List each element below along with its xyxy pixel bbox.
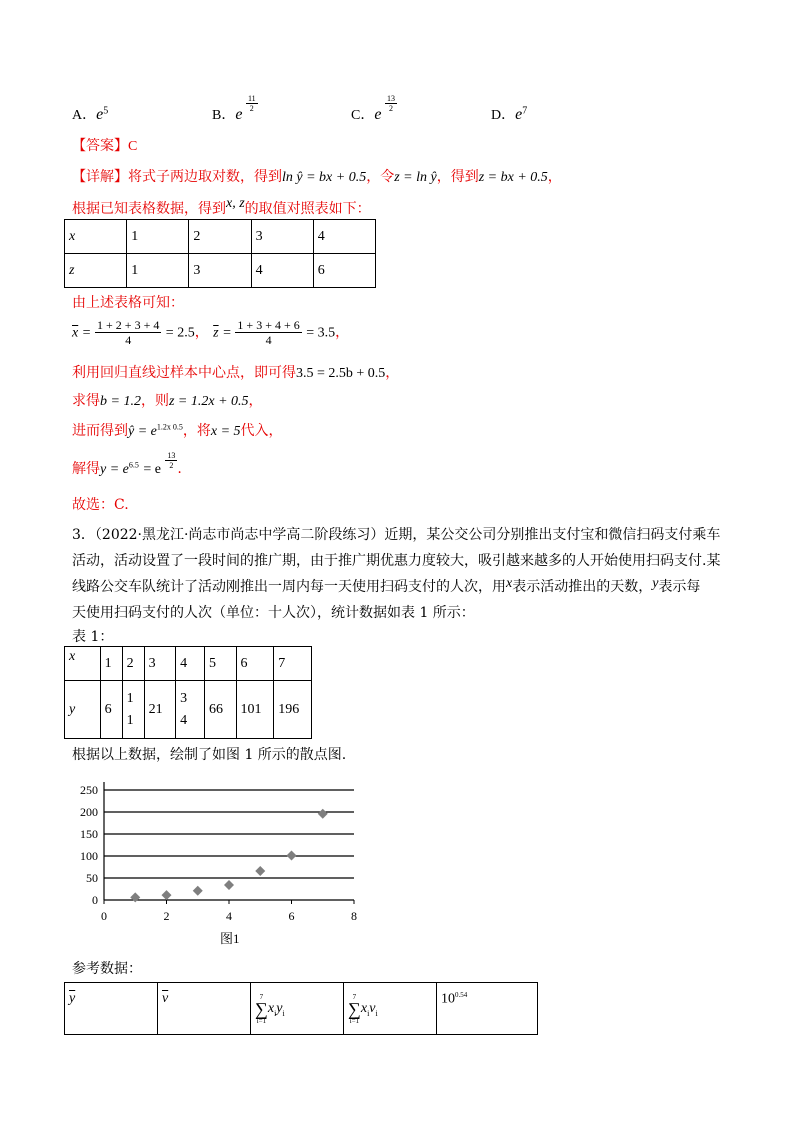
- table-cell: x: [65, 220, 127, 254]
- xbar-value: = 2.5: [165, 325, 195, 341]
- zbar-lhs: $\overline{z}$: [213, 325, 219, 341]
- y-tick-label: 150: [80, 827, 98, 841]
- sum-xy: 7 ∑ i=1: [255, 992, 268, 1025]
- table-cell: 3 4: [176, 681, 205, 739]
- answer-value: C: [128, 139, 138, 154]
- table-cell: 7 ∑ i=1 $x_iy_i$: [251, 983, 344, 1035]
- derivation-eq-b: b = 1.2: [100, 394, 141, 409]
- table-row: [65, 254, 376, 288]
- table-cell: 2: [189, 220, 251, 254]
- option-a-exp: 5: [103, 105, 109, 117]
- zbar-value: = 3.5: [306, 325, 336, 341]
- table-row: [65, 983, 538, 1035]
- y-tick-label: 50: [86, 871, 98, 885]
- table-cell: $\overline{y}$: [65, 983, 158, 1035]
- option-c: [351, 94, 397, 125]
- detail-label: 【详解】: [72, 169, 128, 185]
- table-row: [65, 681, 312, 739]
- detail-text-2: ，令: [366, 169, 395, 185]
- table-cell: 3: [251, 220, 313, 254]
- detail-text-1: 将式子两边取对数，得到: [128, 169, 282, 185]
- table-cell: 6: [313, 254, 375, 288]
- detail-line2-var: x, z: [226, 196, 245, 211]
- x-tick-label: 8: [351, 909, 357, 923]
- table-cell: 66: [204, 681, 236, 739]
- table-xz: [64, 219, 376, 288]
- derivation-line-4: 求得b = 1.2，则z = 1.2x + 0.5，: [72, 393, 263, 409]
- y-tick-label: 0: [92, 893, 98, 907]
- derivation-exp-frac: $\frac{13}{2}$: [167, 450, 176, 470]
- table-cell: 4: [176, 647, 205, 681]
- y-tick-label: 100: [80, 849, 98, 863]
- reference-table: [64, 982, 538, 1035]
- option-c-label: C．: [351, 108, 375, 123]
- detail-eq-2: z = ln ŷ: [394, 170, 437, 185]
- data-point: [255, 866, 265, 876]
- option-d-exp: 7: [522, 105, 528, 117]
- derivation-means: $\overline{x}$ = $\frac{1 + 2 + 3 + 4}{4}$ = 2.5， $\overline{z}$ = $\frac{1 + 3 + 4 + 6}{4}$ = 3.5，: [72, 318, 350, 347]
- derivation-line-6: 解得$y = e^{6.5} = e$ $\frac{13}{2}$ .: [72, 450, 182, 477]
- table2-caption: 表 1：: [72, 629, 114, 645]
- zbar-fraction: $\frac{1 + 3 + 4 + 6}{4}$: [237, 318, 300, 347]
- derivation-eq-yhat-exp: 1.2x 0.5: [156, 422, 183, 432]
- option-a-label: A．: [72, 108, 97, 123]
- table-cell: y: [65, 681, 101, 739]
- derivation-eq-yhat: ŷ = e: [128, 424, 157, 439]
- x-tick-label: 0: [101, 909, 107, 923]
- table-xy: [64, 646, 312, 739]
- x-tick-label: 6: [288, 909, 295, 923]
- x-tick-label: 2: [163, 909, 170, 923]
- table-cell: 7: [274, 647, 312, 681]
- option-b: [212, 94, 258, 125]
- option-b-label: B．: [212, 108, 236, 123]
- table-cell: $10^{0.54}$: [437, 983, 538, 1035]
- detail-eq-3: z = bx + 0.5: [478, 170, 548, 185]
- reference-label: 参考数据：: [72, 961, 142, 977]
- option-a-value: e: [96, 106, 104, 123]
- detail-line2-b: 的取值对照表如下：: [244, 201, 371, 217]
- table-cell: 1 1: [122, 681, 144, 739]
- table-cell: 3: [189, 254, 251, 288]
- table-cell: 4: [251, 254, 313, 288]
- table-cell: 196: [274, 681, 312, 739]
- xbar-fraction: $\frac{1 + 2 + 3 + 4}{4}$: [97, 318, 160, 347]
- derivation-eq-3: 3.5 = 2.5b + 0.5: [296, 366, 386, 381]
- data-point: [287, 851, 297, 861]
- problem3-after-table: 根据以上数据，绘制了如图 1 所示的散点图.: [72, 747, 347, 763]
- detail-text-3: ，得到: [436, 169, 479, 185]
- table-cell: 5: [204, 647, 236, 681]
- detail-eq-1: ln ŷ = bx + 0.5: [282, 170, 367, 185]
- detail-line2-a: 根据已知表格数据，得到: [72, 201, 226, 217]
- option-b-exp: $\frac{11}{2}$: [247, 94, 256, 114]
- derivation-eq-x5: x = 5: [210, 424, 241, 439]
- answer-label: 【答案】: [72, 138, 128, 154]
- detail-line-1: [72, 166, 562, 186]
- derivation-line-5: 进而得到ŷ = $e^{1.2x 0.5}$，将x = 5代入，: [72, 422, 283, 439]
- chart-caption: 图1: [220, 931, 240, 946]
- table-cell: 101: [236, 681, 274, 739]
- table-cell: 1: [127, 254, 189, 288]
- derivation-eq-y: y = e: [100, 462, 129, 477]
- table-cell: 7 ∑ i=1 $x_iv_i$: [344, 983, 437, 1035]
- derivation-eq-z: z = 1.2x + 0.5: [168, 394, 249, 409]
- table-cell: 4: [313, 220, 375, 254]
- x-tick-label: 4: [226, 909, 232, 923]
- table-cell: 2: [122, 647, 144, 681]
- option-d-value: e: [515, 106, 523, 123]
- derivation-line-1: 由上述表格可知：: [72, 295, 184, 311]
- table-cell: z: [65, 254, 127, 288]
- problem3-line-3: 线路公交车队统计了活动刚推出一周内每一天使用扫码支付的人次，用x表示活动推出的天数，y表示每: [72, 576, 701, 595]
- y-tick-label: 250: [80, 783, 98, 797]
- answer-line: [72, 135, 137, 155]
- scatter-chart: [70, 770, 370, 950]
- derivation-line-7: 故选：C.: [72, 497, 129, 513]
- detail-text-4: ，: [547, 169, 562, 185]
- table-cell: x: [65, 647, 101, 681]
- data-point: [162, 890, 172, 900]
- option-c-exp: $\frac{13}{2}$: [386, 94, 395, 114]
- y-tick-label: 200: [80, 805, 98, 819]
- problem3-line-4: 天使用扫码支付的人次（单位：十人次），统计数据如表 1 所示：: [72, 605, 475, 621]
- data-point: [224, 880, 234, 890]
- option-a: [72, 104, 108, 124]
- option-b-value: e: [235, 106, 243, 123]
- table-cell: 21: [144, 681, 176, 739]
- table-cell: 1: [100, 647, 122, 681]
- detail-line-2: [72, 198, 371, 218]
- data-point: [130, 892, 140, 902]
- table-cell: 1: [127, 220, 189, 254]
- option-d: [491, 104, 527, 124]
- option-d-label: D．: [491, 108, 516, 123]
- xbar-lhs: $\overline{x}$: [72, 325, 79, 341]
- table-cell: 6: [236, 647, 274, 681]
- sum-xv: 7 ∑ i=1: [348, 992, 361, 1025]
- table-cell: 3: [144, 647, 176, 681]
- table-cell: $\overline{v}$: [158, 983, 251, 1035]
- data-point: [318, 809, 328, 819]
- derivation-line-3: 利用回归直线过样本中心点，即可得3.5 = 2.5b + 0.5，: [72, 365, 400, 381]
- table-row: [65, 220, 376, 254]
- problem3-line-1: 3．（2022·黑龙江·尚志市尚志中学高二阶段练习）近期，某公交公司分别推出支付宝和微信扫码支付乘车: [72, 527, 721, 543]
- table-cell: 6: [100, 681, 122, 739]
- data-point: [193, 886, 203, 896]
- option-c-value: e: [374, 106, 382, 123]
- table-row: [65, 647, 312, 681]
- problem3-line-2: 活动，活动设置了一段时间的推广期，由于推广期优惠力度较大，吸引越来越多的人开始使用扫码支付.某: [72, 553, 721, 569]
